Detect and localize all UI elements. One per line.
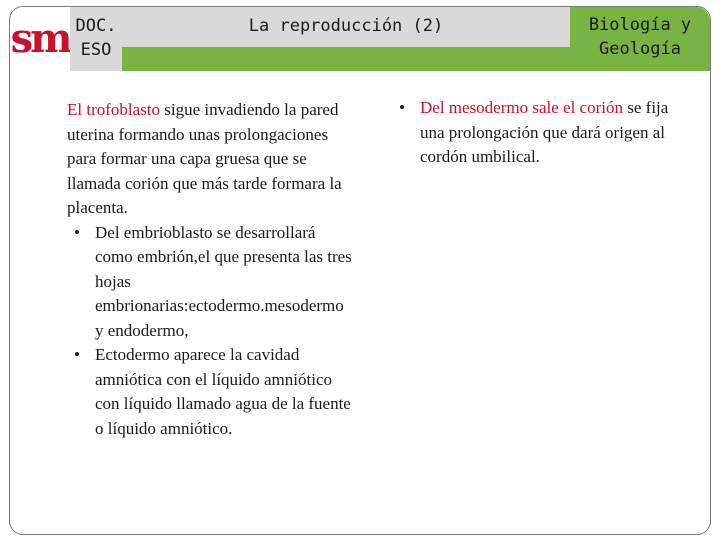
title-bar — [122, 7, 570, 47]
slide — [9, 6, 711, 535]
bullet-icon: • — [399, 98, 405, 117]
bullet-text: Ectodermo aparece la cavidad amniótica con el líquido amniótico con líquido llamado agua de la fuente o líquido amniótico. — [95, 345, 351, 438]
intro-text: sigue invadiendo la pared uterina formando unas prolongaciones para formar una capa gruesa que se llamada corión que más tarde formara la placenta. — [67, 100, 342, 217]
bullet-highlight: Del mesodermo sale el corión — [420, 98, 623, 117]
bullet-text: Del embrioblasto se desarrollará como embrión,el que presenta las tres hojas embrionarias:ectodermo.mesodermo y endodermo, — [95, 222, 352, 340]
doc-badge — [70, 7, 122, 71]
subject-badge — [570, 7, 710, 71]
slide-header — [10, 7, 710, 71]
left-column — [67, 98, 352, 441]
doc-label-line2: ESO — [80, 40, 112, 60]
logo-box — [10, 7, 70, 71]
sm-logo: sm — [10, 15, 70, 62]
right-column — [392, 96, 682, 170]
intro-paragraph — [67, 98, 352, 221]
bullet-item — [392, 96, 682, 170]
subject-line2: Geología — [599, 39, 681, 59]
bullet-text: se fija una prolongación que dará origen al cordón umbilical. — [420, 98, 669, 166]
bullet-icon: • — [74, 345, 80, 364]
doc-label-line1: DOC. — [75, 16, 117, 36]
title-accent-bar — [122, 47, 570, 71]
subject-line1: Biología y — [588, 15, 692, 35]
bullet-item — [67, 221, 352, 344]
page-title: La reproducción (2) — [248, 16, 444, 36]
intro-highlight: El trofoblasto — [67, 100, 161, 119]
bullet-item — [67, 343, 352, 441]
bullet-icon: • — [74, 222, 80, 242]
